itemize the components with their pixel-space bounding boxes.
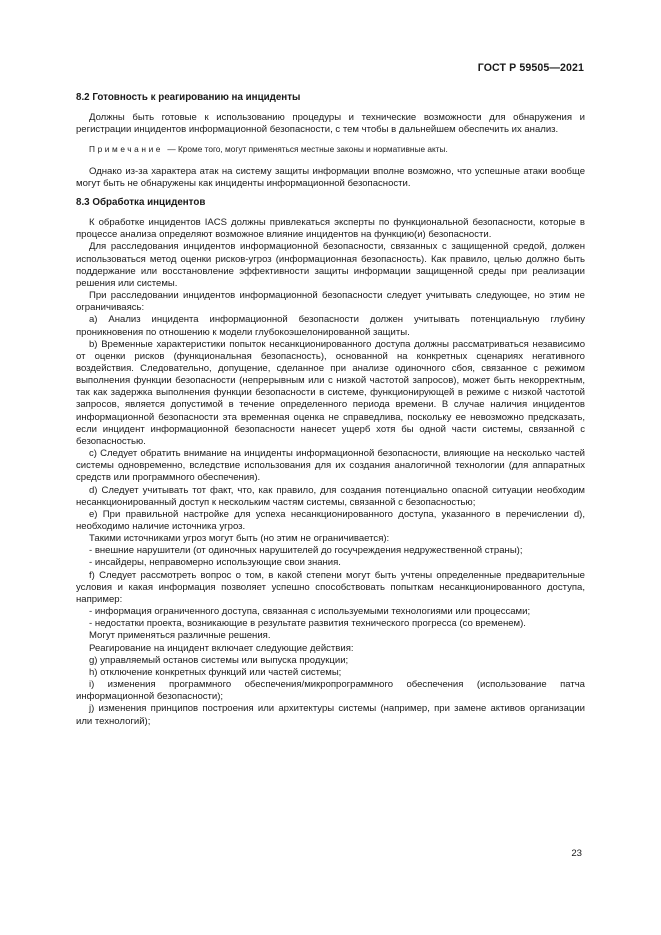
- page-number: 23: [571, 848, 582, 859]
- list-item: c) Следует обратить внимание на инциденты информационной безопасности, влияющие на несколько частей системы одновременно, вследствие использования для их создания аналогичной технологии (для аппаратных средств или программного обеспечения).: [76, 448, 585, 484]
- paragraph: Должны быть готовые к использованию процедуры и технические возможности для обнаружения и регистрации инцидентов информационной безопасности, с тем чтобы в дальнейшем обеспечить их анализ.: [76, 112, 585, 136]
- paragraph: При расследовании инцидентов информационной безопасности следует учитывать следующее, но этим не ограничиваясь:: [76, 290, 585, 314]
- paragraph: Для расследования инцидентов информационной безопасности, связанных с защищенной средой, должен использоваться метод оценки рисков-угроз (информационная безопасность). Как правило, целью должно быть поддержание или восстановление эффективности защиты информации защищенной среды при реализации решения или системы.: [76, 241, 585, 289]
- list-item: f) Следует рассмотреть вопрос о том, в какой степени могут быть учтены определенные предварительные условия и какая информация позволяет успешно способствовать попыткам несанкционированного доступа, например:: [76, 569, 585, 605]
- standard-code: ГОСТ Р 59505—2021: [477, 62, 584, 74]
- paragraph: Могут применяться различные решения.: [89, 630, 271, 642]
- list-item: g) управляемый останов системы или выпуска продукции;: [89, 654, 349, 666]
- page-content: [76, 92, 585, 728]
- list-item: a) Анализ инцидента информационной безопасности должен учитывать потенциальную глубину проникновения по отношению к модели глубокоэшелонированной защиты.: [76, 314, 585, 338]
- paragraph: Однако из-за характера атак на систему защиты информации вполне возможно, что успешные атаки вообще могут быть не обнаружены как инциденты информационной безопасности.: [76, 165, 585, 189]
- list-item: h) отключение конкретных функций или частей системы;: [89, 666, 342, 678]
- note-label: Примечание: [89, 144, 164, 155]
- note-dash: —: [165, 144, 178, 155]
- section-8-3-heading: 8.3 Обработка инцидентов: [76, 196, 206, 208]
- note-text: Кроме того, могут применяться местные законы и нормативные акты.: [177, 144, 448, 155]
- paragraph: Реагирование на инцидент включает следующие действия:: [89, 642, 354, 654]
- section-8-2-heading: 8.2 Готовность к реагированию на инциденты: [76, 92, 301, 103]
- list-item: d) Следует учитывать тот факт, что, как правило, для создания потенциально опасной ситуации необходим несанкционированный доступ к нескольким частям системы, связанной с безопасностью;: [76, 484, 585, 508]
- list-item: i) изменения программного обеспечения/микропрограммного обеспечения (использование патча информационной безопасности);: [76, 679, 585, 703]
- note: [76, 143, 585, 155]
- list-item: - недостатки проекта, возникающие в результате развития технического прогресса (со временем).: [89, 618, 526, 630]
- list-item: b) Временные характеристики попыток несанкционированного доступа должны рассматриваться независимо от оценки рисков (функциональная безопасность), основанной на конкретных сценариях негативного воздействия. Следовательно, допущение, сделанное при анализе одиночного сбоя, связанное с режимом выполнения функции безопасности (непрерывным или с низкой частотой запросов), может быть некорректным, так как задержка выполнения функции безопасности в системе, функционирующей в режиме с низкой частотой запросов, является допустимой в течение определенного периода времени. В случае наличия инцидентов информационной безопасности эта временная оценка не справедлива, поскольку ее невозможно предсказать, если инцидент информационной безопасности нанесет ущерб хотя бы одной части системы, связанной с безопасностью.: [76, 338, 585, 447]
- list-item: - информация ограниченного доступа, связанная с используемыми технологиями или процессами;: [89, 606, 531, 618]
- list-item: e) При правильной настройке для успеха несанкционированного доступа, указанного в перечислении d), необходимо наличие источника угроз.: [76, 508, 585, 532]
- paragraph: К обработке инцидентов IACS должны привлекаться эксперты по функциональной безопасности, которые в процессе анализа определяют возможное влияние инцидентов на функцию(и) безопасности.: [76, 217, 585, 241]
- list-item: - инсайдеры, неправомерно использующие свои знания.: [89, 557, 341, 569]
- paragraph: Такими источниками угроз могут быть (но этим не ограничивается):: [89, 533, 390, 545]
- list-item: j) изменения принципов построения или архитектуры системы (например, при замене активов организации или технологий);: [76, 703, 585, 727]
- list-item: - внешние нарушители (от одиночных нарушителей до госучреждения недружественной страны);: [89, 545, 523, 557]
